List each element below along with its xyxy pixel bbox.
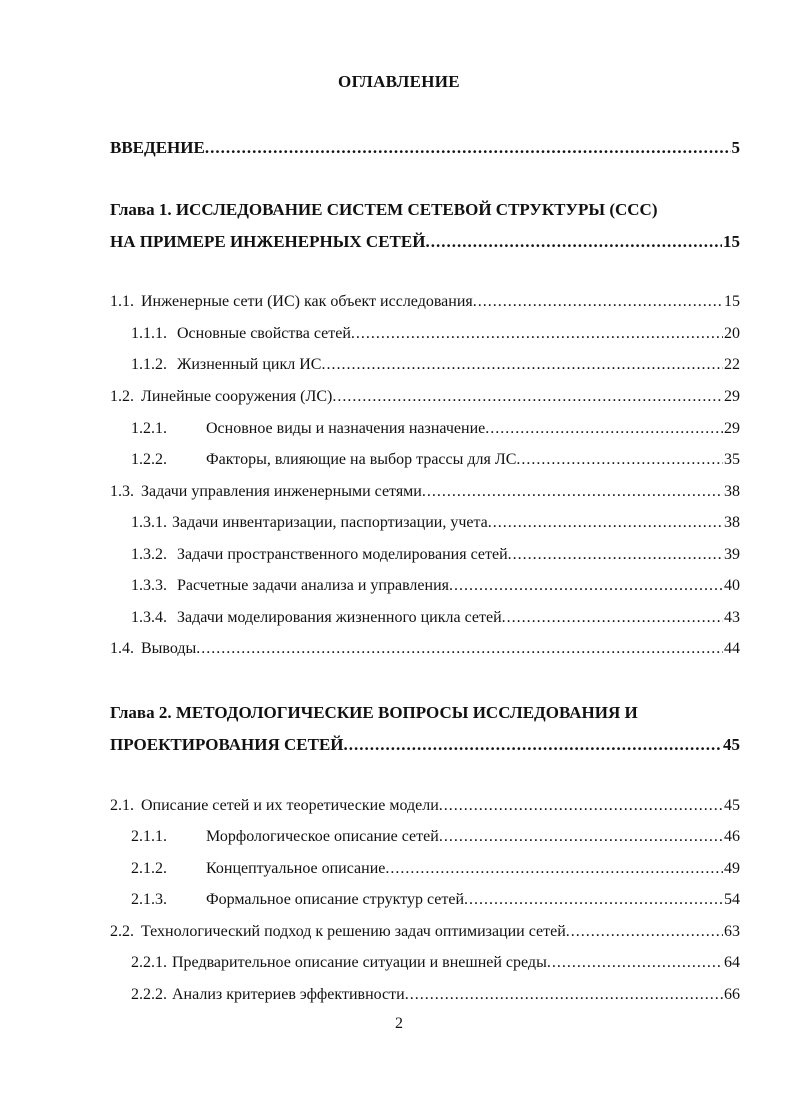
dot-leader — [547, 954, 723, 972]
toc-entry-number: 1.3.1. — [131, 514, 167, 531]
toc-entry-1-3-2[interactable] — [131, 546, 740, 572]
dot-leader — [332, 388, 723, 406]
toc-entry-number: 2.2.2. — [131, 986, 167, 1003]
toc-entry-2-1-2[interactable] — [131, 860, 740, 886]
toc-entry-title: Концептуальное описание — [206, 860, 386, 877]
dot-leader — [351, 325, 723, 343]
dot-leader — [344, 735, 722, 755]
toc-entry-number: 1.4. — [110, 640, 134, 657]
toc-entry-1-1-1[interactable] — [131, 325, 740, 351]
toc-entry-number: 1.2.2. — [131, 451, 167, 468]
toc-entry-number: 2.1. — [110, 797, 134, 814]
toc-entry-page: 46 — [724, 828, 740, 845]
toc-entry-title: Основные свойства сетей — [177, 325, 351, 342]
dot-leader — [502, 609, 723, 627]
toc-entry-page: 45 — [724, 797, 740, 814]
chapter-1-title-line-1[interactable]: Глава 1. ИССЛЕДОВАНИЕ СИСТЕМ СЕТЕВОЙ СТРУКТУРЫ (ССС) — [110, 200, 658, 219]
toc-entry-page: 64 — [724, 954, 740, 971]
dot-leader — [425, 232, 722, 252]
chapter-2-title-line-1[interactable]: Глава 2. МЕТОДОЛОГИЧЕСКИЕ ВОПРОСЫ ИССЛЕДОВАНИЯ И — [110, 703, 638, 722]
toc-entry-1-3-3[interactable] — [131, 577, 740, 603]
toc-entry-intro[interactable] — [110, 138, 740, 164]
dot-leader — [516, 451, 723, 469]
toc-entry-2-1[interactable] — [110, 797, 740, 823]
toc-entry-title: Морфологическое описание сетей — [206, 828, 439, 845]
toc-entry-1-2[interactable] — [110, 388, 740, 414]
toc-entry-page: 15 — [724, 293, 740, 310]
toc-entry-title: Формальное описание структур сетей — [206, 891, 465, 908]
toc-entry-1-3[interactable] — [110, 483, 740, 509]
toc-entry-2-2[interactable] — [110, 923, 740, 949]
dot-leader — [405, 986, 723, 1004]
dot-leader — [422, 483, 723, 501]
toc-entry-page: 40 — [724, 577, 740, 594]
toc-entry-title: Расчетные задачи анализа и управления — [177, 577, 449, 594]
toc-entry-1-3-4[interactable] — [131, 609, 740, 635]
toc-entry-page: 44 — [724, 640, 740, 657]
dot-leader — [488, 514, 723, 532]
toc-entry-number: 1.3.2. — [131, 546, 167, 563]
dot-leader — [485, 420, 723, 438]
page-number: 2 — [395, 1015, 403, 1032]
toc-entry-1-2-1[interactable] — [131, 420, 740, 446]
toc-entry-page: 35 — [724, 451, 740, 468]
toc-entry-page: 43 — [724, 609, 740, 626]
toc-entry-1-1[interactable] — [110, 293, 740, 319]
toc-entry-title: ПРОЕКТИРОВАНИЯ СЕТЕЙ — [110, 735, 344, 754]
toc-entry-title: Описание сетей и их теоретические модели — [141, 797, 439, 814]
toc-heading: ОГЛАВЛЕНИЕ — [338, 72, 460, 91]
toc-entry-page: 54 — [724, 891, 740, 908]
toc-entry-number: 2.2. — [110, 923, 134, 940]
toc-entry-title: Предварительное описание ситуации и внешней среды — [172, 954, 547, 971]
toc-entry-number: 2.2.1. — [131, 954, 167, 971]
toc-entry-2-1-1[interactable] — [131, 828, 740, 854]
toc-entry-1-3-1[interactable] — [131, 514, 740, 540]
toc-entry-page: 45 — [723, 735, 740, 754]
toc-entry-title: Задачи пространственного моделирования сетей — [177, 546, 508, 563]
toc-entry-title: Задачи моделирования жизненного цикла сетей — [177, 609, 502, 626]
toc-entry-title: Основное виды и назначения назначение — [206, 420, 486, 437]
toc-entry-number: 1.1.1. — [131, 325, 167, 342]
toc-entry-1-4[interactable] — [110, 640, 740, 666]
toc-entry-number: 1.2.1. — [131, 420, 167, 437]
dot-leader — [508, 546, 723, 564]
toc-entry-number: 1.1. — [110, 293, 134, 310]
dot-leader — [321, 356, 723, 374]
toc-entry-title: Задачи управления инженерными сетями — [141, 483, 422, 500]
toc-entry-2-2-1[interactable] — [131, 954, 740, 980]
toc-entry-title: Анализ критериев эффективности — [172, 986, 405, 1003]
toc-entry-chapter-1[interactable] — [110, 232, 740, 258]
toc-entry-title: Линейные сооружения (ЛС) — [141, 388, 333, 405]
toc-entry-page: 29 — [724, 388, 740, 405]
toc-entry-page: 49 — [724, 860, 740, 877]
toc-entry-title: Технологический подход к решению задач оптимизации сетей — [141, 923, 566, 940]
toc-entry-page: 22 — [724, 356, 740, 373]
dot-leader — [196, 640, 723, 658]
toc-entry-2-1-3[interactable] — [131, 891, 740, 917]
toc-entry-1-1-2[interactable] — [131, 356, 740, 382]
dot-leader — [566, 923, 723, 941]
dot-leader — [385, 860, 723, 878]
toc-entry-number: 2.1.2. — [131, 860, 167, 877]
toc-entry-title: Жизненный цикл ИС — [177, 356, 322, 373]
toc-entry-page: 20 — [724, 325, 740, 342]
toc-entry-number: 1.3.3. — [131, 577, 167, 594]
toc-entry-page: 66 — [724, 986, 740, 1003]
dot-leader — [439, 797, 723, 815]
toc-entry-title: Факторы, влияющие на выбор трассы для ЛС — [206, 451, 517, 468]
toc-entry-number: 1.3. — [110, 483, 134, 500]
toc-entry-number: 1.1.2. — [131, 356, 167, 373]
toc-entry-title: ВВЕДЕНИЕ — [110, 138, 205, 157]
toc-entry-number: 1.2. — [110, 388, 134, 405]
toc-entry-page: 38 — [724, 483, 740, 500]
toc-entry-number: 2.1.1. — [131, 828, 167, 845]
toc-entry-title: Инженерные сети (ИС) как объект исследования — [141, 293, 473, 310]
toc-entry-page: 39 — [724, 546, 740, 563]
toc-entry-number: 2.1.3. — [131, 891, 167, 908]
toc-entry-number: 1.3.4. — [131, 609, 167, 626]
toc-entry-1-2-2[interactable] — [131, 451, 740, 477]
toc-entry-page: 15 — [723, 232, 740, 251]
toc-entry-page: 63 — [724, 923, 740, 940]
dot-leader — [205, 138, 731, 158]
toc-entry-2-2-2[interactable] — [131, 986, 740, 1012]
toc-entry-page: 29 — [724, 420, 740, 437]
dot-leader — [439, 828, 723, 846]
toc-entry-page: 38 — [724, 514, 740, 531]
toc-entry-title: Выводы — [141, 640, 197, 657]
toc-entry-page: 5 — [731, 138, 740, 157]
toc-entry-chapter-2[interactable] — [110, 735, 740, 761]
toc-entry-title: Задачи инвентаризации, паспортизации, учета — [172, 514, 488, 531]
dot-leader — [464, 891, 723, 909]
dot-leader — [449, 577, 723, 595]
toc-entry-title: НА ПРИМЕРЕ ИНЖЕНЕРНЫХ СЕТЕЙ — [110, 232, 426, 251]
dot-leader — [473, 293, 723, 311]
